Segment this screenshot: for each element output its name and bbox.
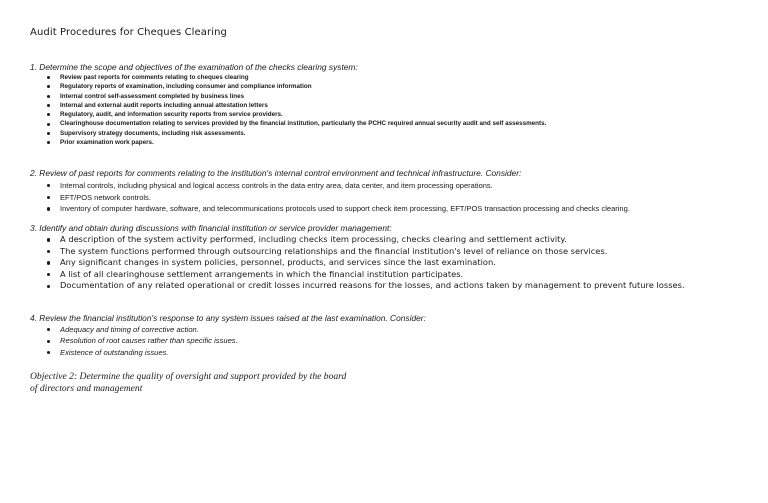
list-item: Regulatory, audit, and information security reports from service providers. [30,110,750,119]
list-item: A description of the system activity performed, including checks item processing, checks clearing and settlement activity. [30,234,750,246]
list-item: Adequacy and timing of corrective action. [30,324,750,335]
list-item: A list of all clearinghouse settlement arrangements in which the financial institution participates. [30,269,750,281]
bullet-list [30,180,750,215]
section-system-issues-response [30,313,750,358]
list-item: Supervisory strategy documents, including risk assessments. [30,129,750,138]
list-item: Review past reports for comments relating to cheques clearing [30,73,750,82]
section-heading: 2. Review of past reports for comments relating to the institution's internal control environment and technical infrastructure. Consider: [30,168,522,178]
list-item: Inventory of computer hardware, software, and telecommunications protocols used to support check item processing, EFT/POS transaction processing and checks clearing. [30,203,750,215]
section-scope-objectives [30,62,750,147]
objective-heading: Objective 2: Determine the quality of oversight and support provided by the board of directors and management [30,371,347,394]
list-item: Internal control self-assessment completed by business lines [30,92,750,101]
section-heading: 1. Determine the scope and objectives of the examination of the checks clearing system: [30,62,358,72]
list-item: Regulatory reports of examination, including consumer and compliance information [30,82,750,91]
section-internal-control-review [30,168,750,215]
list-item: Internal and external audit reports including annual attestation letters [30,101,750,110]
document-title: Audit Procedures for Cheques Clearing [30,27,227,38]
list-item: Existence of outstanding issues. [30,347,750,358]
section-management-discussions [30,223,750,292]
list-item: EFT/POS network controls. [30,192,750,204]
section-heading: 3. Identify and obtain during discussions with financial institution or service provider management: [30,223,392,233]
section-heading: 4. Review the financial institution's response to any system issues raised at the last examination. Consider: [30,313,426,323]
list-item: Internal controls, including physical and logical access controls in the data entry area, data center, and item processing operations. [30,180,750,192]
bullet-list [30,324,750,358]
bullet-list [30,234,750,292]
list-item: The system functions performed through outsourcing relationships and the financial institution's level of reliance on those services. [30,246,750,258]
list-item: Any significant changes in system policies, personnel, products, and services since the last examination. [30,257,750,269]
list-item: Prior examination work papers. [30,138,750,147]
list-item: Resolution of root causes rather than specific issues. [30,335,750,346]
list-item: Documentation of any related operational or credit losses incurred reasons for the losses, and actions taken by management to prevent future losses. [30,280,750,292]
bullet-list [30,73,750,147]
list-item: Clearinghouse documentation relating to services provided by the financial institution, particularly the PCHC required annual security audit and self assessments. [30,119,750,128]
